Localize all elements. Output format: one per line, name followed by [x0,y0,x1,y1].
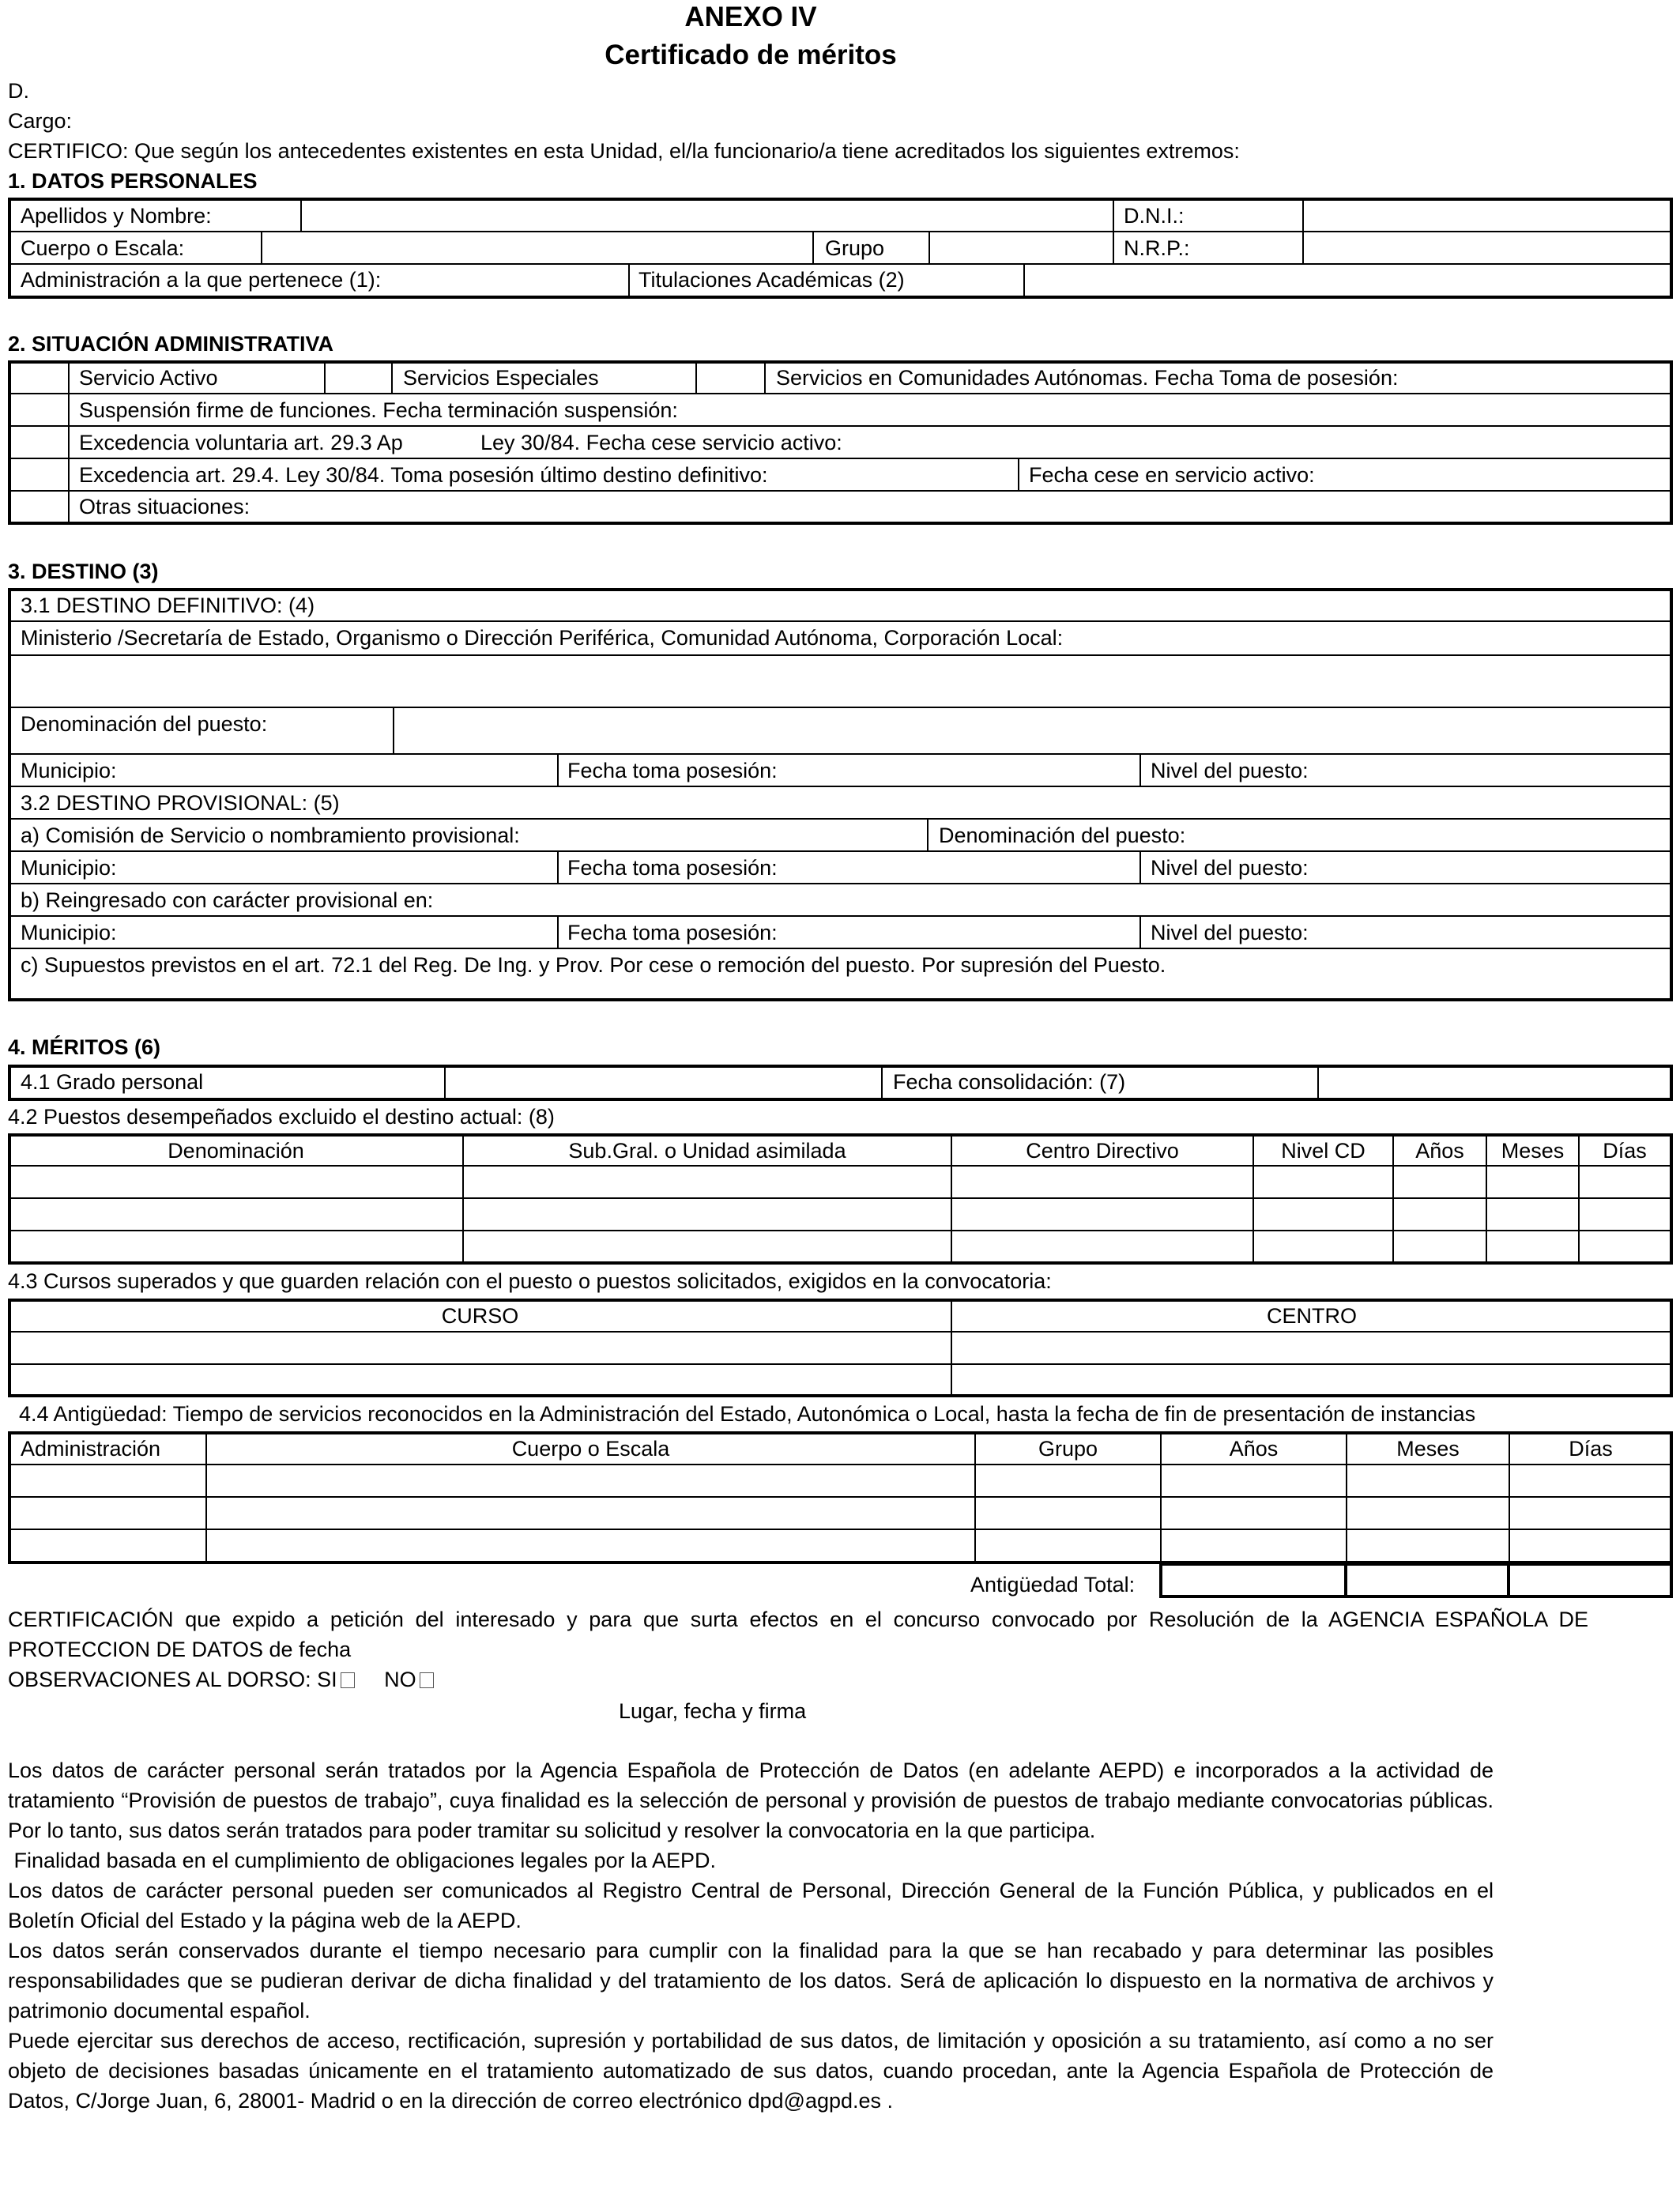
no-label: NO [384,1668,416,1691]
titulaciones-label: Titulaciones Académicas (2) [638,268,905,292]
cell-divider [1023,264,1025,296]
cell-divider [1139,916,1141,948]
col-header: Meses [1501,1139,1565,1163]
col-header: Centro Directivo [1026,1139,1179,1163]
certifico-text: CERTIFICO: Que según los antecedentes existentes en esta Unidad, el/la funcionario/a tiene acreditados los siguientes extremos: [8,139,1240,163]
nrp-label: N.R.P.: [1124,236,1190,260]
certification-text: CERTIFICACIÓN que expido a petición del interesado y para que surta efectos en el concurso convocado por Resolución de la AGENCIA ESPAÑOLA DE PROTECCION DE DATOS de fecha [8,1608,1588,1661]
excedencia-voluntaria-label: Excedencia voluntaria art. 29.3 Ap [79,431,403,454]
row-divider [9,1363,1671,1365]
puestos-title: 4.2 Puestos desempeñados excluido el destino actual: (8) [8,1105,555,1129]
ministerio-label: Ministerio /Secretaría de Estado, Organismo o Dirección Periférica, Comunidad Autónoma, Corporación Local: [21,626,1064,650]
cursos-title: 4.3 Cursos superados y que guarden relación con el puesto o puestos solicitados, exigidos en la convocatoria: [8,1269,1052,1293]
cell-divider [1139,754,1141,786]
row-divider [9,786,1671,787]
cell-divider [927,819,929,851]
row-divider [9,393,1671,394]
privacy-paragraph: Puede ejercitar sus derechos de acceso, rectificación, supresión y portabilidad de sus datos, de limitación y oposición a su tratamiento, así como a no ser objeto de decisiones basadas únicamente en el tratamiento automatizado de sus datos, cuando procedan, ante la Agencia Española de Protección de Datos, C/Jorge Juan, 6, 28001- Madrid o en la dirección de correo electrónico dpd@agpd.es . [8,2029,1494,2113]
servicios-ccaa-label: Servicios en Comunidades Autónomas. Fecha Toma de posesión: [776,366,1399,390]
cell-divider [1317,1066,1319,1098]
col-header: CURSO [441,1304,519,1328]
row-divider [9,231,1671,232]
privacy-paragraph: Los datos serán conservados durante el tiempo necesario para cumplir con la finalidad para la que se han recabado y para determinar las posibles responsabilidades que se pudieran derivar de dicha finalidad y del tratamiento de los datos. Será de aplicación lo dispuesto en la normativa de archivos y patrimonio documental español. [8,1939,1494,2022]
fecha-toma-label: Fecha toma posesión: [567,921,778,944]
cell-divider [261,232,262,264]
fecha-toma-label: Fecha toma posesión: [567,856,778,880]
nivel-label: Nivel del puesto: [1151,759,1309,782]
cargo-label: Cargo: [8,109,73,133]
checkbox-column-divider [68,362,70,522]
d-label: D. [8,79,29,103]
privacy-paragraph: Los datos de carácter personal pueden ser comunicados al Registro Central de Personal, Dirección General de la Función Pública, y publicados en el Boletín Oficial del Estado y la página web de la AEPD. [8,1879,1494,1932]
supuestos-label: c) Supuestos previstos en el art. 72.1 del Reg. De Ing. y Prov. Por cese o remoción del puesto. Por supresión del Puesto. [21,953,1166,977]
section-4-heading: 4. MÉRITOS (6) [8,1035,161,1059]
cell-divider [1302,199,1304,264]
no-checkbox[interactable] [420,1672,434,1688]
annex-title: ANEXO IV [684,2,817,32]
servicios-especiales-label: Servicios Especiales [403,366,599,390]
total-anos-box [1159,1563,1347,1598]
row-divider [9,753,1671,755]
cell-divider [764,362,766,394]
col-header: Cuerpo o Escala [511,1437,670,1461]
excedencia-voluntaria-fecha-label: Ley 30/84. Fecha cese servicio activo: [480,431,842,454]
denominacion-label: Denominación del puesto: [21,712,268,736]
cuerpo-label: Cuerpo o Escala: [21,236,185,260]
grupo-label: Grupo [825,236,885,260]
section-1-heading: 1. DATOS PERSONALES [8,169,258,193]
municipio-label: Municipio: [21,856,117,880]
col-header: Grupo [1038,1437,1098,1461]
section-2-heading: 2. SITUACIÓN ADMINISTRATIVA [8,332,334,356]
cell-divider [881,1066,883,1098]
fecha-cese-label: Fecha cese en servicio activo: [1029,463,1315,487]
cell-divider [300,199,302,232]
administracion-label: Administración a la que pertenece (1): [21,268,382,292]
antiguedad-title: 4.4 Antigüedad: Tiempo de servicios reconocidos en la Administración del Estado, Autonómica o Local, hasta la fecha de fin de presentación de instancias [19,1402,1476,1426]
row-divider [9,654,1671,656]
row-divider [9,707,1671,708]
row-divider [9,850,1671,852]
observaciones-label: OBSERVACIONES AL DORSO: SI [8,1668,337,1691]
row-divider [9,948,1671,949]
fecha-consolidacion-label: Fecha consolidación: (7) [893,1070,1126,1094]
row-divider [9,1197,1671,1199]
col-header: Años [1415,1139,1464,1163]
row-divider [9,883,1671,884]
row-divider [9,1331,1671,1333]
observaciones-row [8,1666,434,1693]
otras-situaciones-label: Otras situaciones: [79,495,250,518]
cell-divider [557,754,559,786]
col-header: Meses [1396,1437,1460,1461]
page-title: Certificado de méritos [605,40,897,70]
row-divider [9,620,1671,622]
denominacion-puesto-label: Denominación del puesto: [939,824,1186,847]
cell-divider [444,1066,446,1098]
suspension-label: Suspensión firme de funciones. Fecha terminación suspensión: [79,398,678,422]
cell-divider [393,707,394,754]
privacy-paragraph: Finalidad basada en el cumplimiento de obligaciones legales por la AEPD. [8,1849,717,1872]
row-divider [9,915,1671,917]
municipio-label: Municipio: [21,921,117,944]
lugar-fecha-firma: Lugar, fecha y firma [619,1699,807,1723]
col-header: Nivel CD [1281,1139,1365,1163]
col-header: Años [1229,1437,1279,1461]
col-header: Sub.Gral. o Unidad asimilada [568,1139,846,1163]
cell-divider [1139,851,1141,884]
cell-divider [324,362,326,394]
cell-divider [929,232,930,264]
row-divider [9,425,1671,427]
cell-divider [812,232,814,264]
row-divider [9,1496,1671,1498]
row-divider [9,818,1671,820]
total-dias-box [1507,1563,1673,1598]
col-header: Días [1569,1437,1613,1461]
dni-label: D.N.I.: [1124,204,1185,228]
row-divider [9,458,1671,459]
cell-divider [1018,458,1019,491]
row-divider [9,490,1671,492]
privacy-paragraph: Los datos de carácter personal serán tratados por la Agencia Española de Protección de Datos (en adelante AEPD) e incorporados a la actividad de tratamiento “Provisión de puestos de trabajo”, cuya finalidad es la selección de personal y provisión de puestos de trabajo mediante convocatorias públicas. Por lo tanto, sus datos serán tratados para poder tramitar su solicitud y resolver la convocatoria en la que participa. [8,1759,1494,1842]
destino-provisional-title: 3.2 DESTINO PROVISIONAL: (5) [21,791,340,815]
col-header: Denominación [168,1139,304,1163]
row-divider [9,1529,1671,1530]
privacy-notice [8,1755,1494,2116]
nivel-label: Nivel del puesto: [1151,921,1309,944]
grado-label: 4.1 Grado personal [21,1070,204,1094]
cell-divider [391,362,393,394]
municipio-label: Municipio: [21,759,117,782]
row-divider [9,1230,1671,1231]
row-divider [9,1165,1671,1167]
col-header: Administración [21,1437,161,1461]
comision-label: a) Comisión de Servicio o nombramiento provisional: [21,824,520,847]
si-checkbox[interactable] [341,1672,355,1688]
nivel-label: Nivel del puesto: [1151,856,1309,880]
antiguedad-total-label: Antigüedad Total: [970,1573,1136,1596]
col-header: Días [1603,1139,1647,1163]
excedencia-29-4-label: Excedencia art. 29.4. Ley 30/84. Toma posesión último destino definitivo: [79,463,768,487]
grado-table [8,1065,1673,1101]
col-header: CENTRO [1267,1304,1357,1328]
cell-divider [695,362,697,394]
section-3-heading: 3. DESTINO (3) [8,560,159,583]
cell-divider [557,916,559,948]
fecha-toma-label: Fecha toma posesión: [567,759,778,782]
cell-divider [628,264,630,296]
cell-divider [557,851,559,884]
apellidos-label: Apellidos y Nombre: [21,204,212,228]
row-divider [9,263,1671,265]
servicio-activo-label: Servicio Activo [79,366,218,390]
total-meses-box [1344,1563,1510,1598]
cell-divider [1113,199,1114,264]
row-divider [9,1464,1671,1465]
destino-definitivo-title: 3.1 DESTINO DEFINITIVO: (4) [21,594,315,617]
reingresado-label: b) Reingresado con carácter provisional en: [21,888,434,912]
